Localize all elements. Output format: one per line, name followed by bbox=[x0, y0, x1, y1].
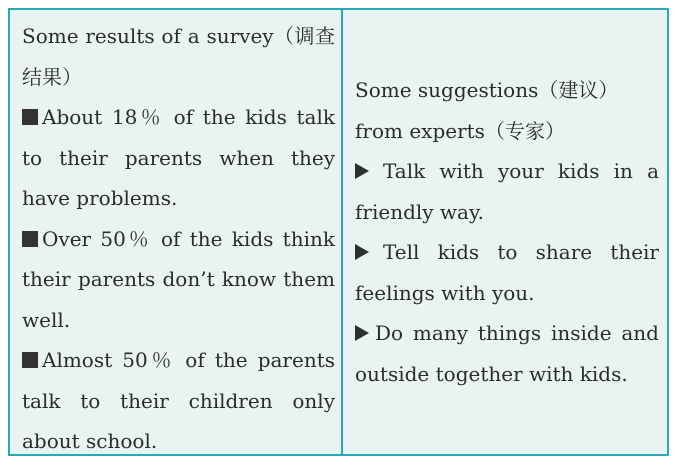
square-bullet-icon bbox=[22, 231, 38, 247]
suggestion-item bbox=[355, 313, 659, 394]
suggestion-item-text: Tell kids to share their feelings with you. bbox=[355, 240, 659, 305]
suggestion-item-text: Talk with your kids in a friendly way. bbox=[355, 159, 659, 224]
survey-results-column bbox=[10, 10, 343, 454]
survey-item-text: About 18％ of the kids talk to their parents when they have problems. bbox=[22, 105, 335, 210]
triangle-bullet-icon bbox=[355, 163, 369, 179]
survey-item bbox=[22, 97, 335, 219]
suggestions-heading: Some suggestions（建议） from experts（专家） bbox=[355, 78, 619, 143]
suggestion-item bbox=[355, 151, 659, 232]
expert-suggestions-column bbox=[343, 10, 667, 454]
suggestion-item bbox=[355, 232, 659, 313]
survey-item bbox=[22, 340, 335, 462]
survey-item bbox=[22, 219, 335, 341]
triangle-bullet-icon bbox=[355, 325, 369, 341]
survey-heading: Some results of a survey（调查结果） bbox=[22, 24, 335, 89]
suggestion-item-text: Do many things inside and outside together with kids. bbox=[355, 321, 659, 386]
info-table bbox=[8, 8, 669, 456]
survey-item-text: Over 50％ of the kids think their parents don’t know them well. bbox=[22, 226, 335, 332]
survey-item-text: Almost 50％ of the parents talk to their children only about school. bbox=[22, 348, 335, 453]
square-bullet-icon bbox=[22, 352, 38, 368]
triangle-bullet-icon bbox=[355, 244, 369, 260]
square-bullet-icon bbox=[22, 109, 38, 125]
